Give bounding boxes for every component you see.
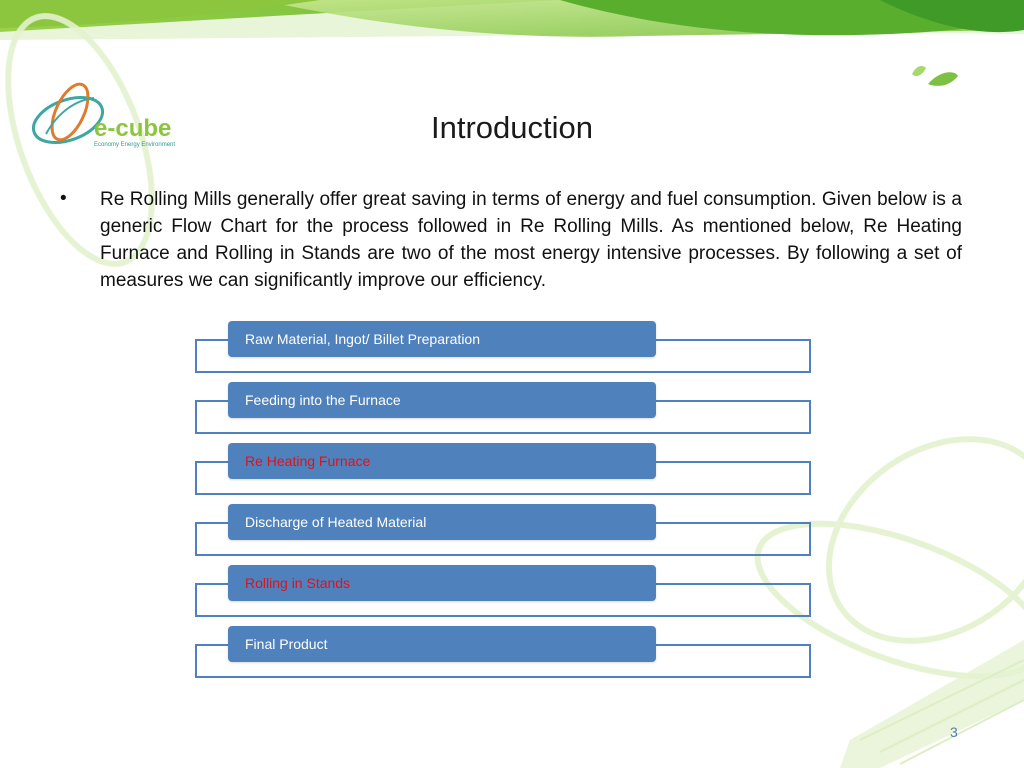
- flow-step-highlighted: Re Heating Furnace: [228, 443, 656, 479]
- logo-wordmark: e-cube: [94, 115, 172, 142]
- page-number: 3: [950, 724, 958, 740]
- flow-step-highlighted: Rolling in Stands: [228, 565, 656, 601]
- flow-step: Feeding into the Furnace: [228, 382, 656, 418]
- flow-step: Discharge of Heated Material: [228, 504, 656, 540]
- logo-tagline: Economy Energy Environment: [94, 142, 176, 148]
- intro-paragraph: Re Rolling Mills generally offer great saving in terms of energy and fuel consumption. Given below is a generic Flow Chart for the process followed in Re Rolling Mills. As mentioned below, Re Heating Furnace and Rolling in Stands are two of the most energy intensive processes. By following a set of measures we can significantly improve our efficiency.: [100, 189, 962, 291]
- flow-step: Final Product: [228, 626, 656, 662]
- flow-step: Raw Material, Ingot/ Billet Preparation: [228, 321, 656, 357]
- bullet-marker: •: [60, 188, 67, 209]
- slide-title: Introduction: [431, 110, 593, 145]
